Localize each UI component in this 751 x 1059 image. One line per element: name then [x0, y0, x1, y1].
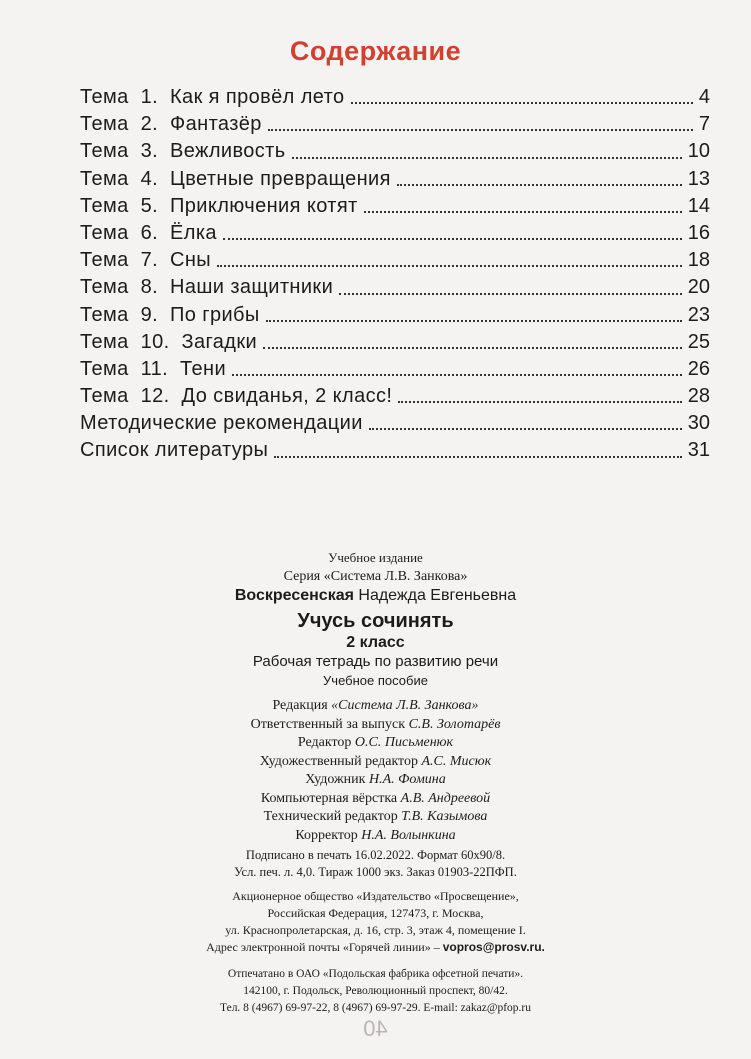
credit-line: [0, 698, 751, 714]
toc-item: [80, 383, 710, 410]
toc-item: [80, 84, 710, 111]
toc-item-label: Тема 7. Сны: [80, 249, 212, 272]
toc-item-page: 18: [687, 249, 710, 272]
credit-name: А.В. Андреевой: [400, 790, 491, 806]
publisher-line: Российская Федерация, 127473, г. Москва,: [267, 906, 484, 920]
credit-name: О.С. Письменюк: [354, 735, 454, 750]
hotline-label: Адрес электронной почты «Горячей линии» –: [206, 940, 440, 954]
toc-item-label: Тема 12. До свиданья, 2 класс!: [80, 385, 393, 408]
toc-item-page: 10: [687, 140, 710, 163]
credit-role: Редакция: [272, 698, 328, 713]
toc-item-page: 7: [698, 113, 710, 136]
toc-leader-dots: [292, 157, 682, 159]
grade: 2 класс: [346, 634, 405, 651]
credit-role: Художник: [305, 772, 366, 787]
publisher-line: Акционерное общество «Издательство «Просвещение»,: [232, 889, 519, 903]
toc-item-label: Тема 5. Приключения котят: [80, 194, 358, 217]
toc-item-page: 30: [687, 412, 710, 435]
toc-item: [80, 193, 710, 220]
credit-line: [0, 809, 751, 825]
credit-line: [0, 735, 751, 751]
toc-item-label: Тема 4. Цветные превращения: [80, 167, 391, 190]
toc-item-page: 20: [687, 276, 710, 299]
toc-item-label: Тема 11. Тени: [80, 357, 227, 380]
author-surname: Воскресенская: [234, 587, 354, 604]
toc-leader-dots: [351, 102, 693, 104]
toc-item: [80, 111, 710, 138]
credit-name: «Система Л.В. Занкова»: [331, 698, 479, 713]
toc-leader-dots: [232, 374, 682, 376]
credit-role: Компьютерная вёрстка: [260, 790, 398, 806]
toc-leader-dots: [223, 238, 682, 240]
hotline-email: vopros@prosv.ru.: [442, 940, 545, 954]
toc-leader-dots: [397, 184, 682, 186]
credit-role: Технический редактор: [263, 809, 398, 824]
toc-item-page: 4: [698, 86, 710, 108]
author-name: Надежда Евгеньевна: [358, 587, 517, 604]
toc-item: [80, 437, 710, 464]
author: [0, 587, 751, 605]
credit-role: Корректор: [295, 827, 358, 843]
credit-name: А.С. Мисюк: [421, 753, 492, 769]
credit-line: [0, 772, 751, 788]
toc-item-label: Тема 2. Фантазёр: [80, 113, 262, 136]
edition-type: Учебное издание: [328, 550, 423, 565]
toc-item-label: Тема 1. Как я провёл лето: [80, 86, 345, 108]
toc-leader-dots: [266, 320, 682, 322]
toc-leader-dots: [364, 211, 682, 213]
toc-leader-dots: [274, 456, 681, 458]
toc-item: [80, 166, 710, 193]
toc-item: [80, 302, 710, 329]
book-title: Учусь сочинять: [297, 610, 454, 632]
page-number: 40: [363, 1016, 388, 1041]
hotline-line: [0, 939, 751, 956]
toc-item-page: 28: [687, 385, 710, 408]
toc-leader-dots: [268, 129, 693, 131]
credit-line: [0, 791, 751, 807]
credit-role: Художественный редактор: [259, 753, 418, 769]
toc-leader-dots: [263, 347, 682, 349]
credit-name: С.В. Золотарёв: [408, 716, 501, 732]
toc-item-page: 23: [687, 303, 710, 326]
toc-item-label: Тема 6. Ёлка: [80, 221, 217, 244]
toc-item-page: 16: [687, 221, 710, 244]
toc-item-page: 13: [687, 167, 710, 190]
toc-item: [80, 247, 710, 274]
toc-leader-dots: [398, 401, 681, 403]
credit-line: [0, 717, 751, 733]
toc-item-label: Тема 3. Вежливость: [80, 140, 286, 163]
publisher-line: ул. Краснопролетарская, д. 16, стр. 3, этаж 4, помещение I.: [225, 923, 526, 937]
toc-item: [80, 356, 710, 383]
print-line-2: Усл. печ. л. 4,0. Тираж 1000 экз. Заказ 01903-22ПФП.: [234, 865, 517, 879]
subtitle: Рабочая тетрадь по развитию речи: [252, 653, 499, 670]
credit-line: [0, 828, 751, 844]
toc-item-label: Тема 9. По грибы: [80, 303, 260, 326]
toc-item: [80, 329, 710, 356]
toc-leader-dots: [369, 428, 682, 430]
toc-item: [80, 274, 710, 301]
credit-role: Редактор: [297, 735, 352, 750]
toc-item-label: Тема 8. Наши защитники: [80, 276, 334, 299]
printer-line: Тел. 8 (4967) 69-97-22, 8 (4967) 69-97-29. E-mail: zakaz@pfop.ru: [220, 1002, 531, 1014]
toc-item-label: Тема 10. Загадки: [80, 330, 258, 353]
toc-item-page: 26: [687, 357, 710, 380]
credit-name: Т.В. Казымова: [401, 809, 488, 824]
toc-item: [80, 138, 710, 165]
toc-item: [80, 220, 710, 247]
toc-item: [80, 410, 710, 437]
toc-leader-dots: [217, 265, 682, 267]
book-type: Учебное пособие: [323, 673, 428, 688]
credit-role: Ответственный за выпуск: [250, 716, 406, 732]
credit-line: [0, 754, 751, 770]
printer-line: Отпечатано в ОАО «Подольская фабрика офсетной печати».: [227, 968, 524, 980]
credit-name: Н.А. Фомина: [368, 772, 446, 787]
toc-item-page: 14: [687, 194, 710, 217]
toc-item-label: Методические рекомендации: [80, 412, 363, 435]
series: Серия «Система Л.В. Занкова»: [283, 569, 468, 584]
publisher-block: [0, 888, 751, 956]
toc-item-label: Список литературы: [80, 439, 269, 462]
printer-line: 142100, г. Подольск, Революционный проспект, 80/42.: [243, 985, 508, 997]
toc-title: Содержание: [289, 36, 462, 66]
toc-leader-dots: [339, 293, 682, 295]
toc-item-page: 31: [687, 439, 710, 462]
print-line-1: Подписано в печать 16.02.2022. Формат 60х90/8.: [245, 848, 506, 862]
table-of-contents: [80, 84, 710, 465]
printer-block: [0, 966, 751, 1017]
credit-name: Н.А. Волынкина: [361, 827, 456, 843]
toc-item-page: 25: [687, 330, 710, 353]
